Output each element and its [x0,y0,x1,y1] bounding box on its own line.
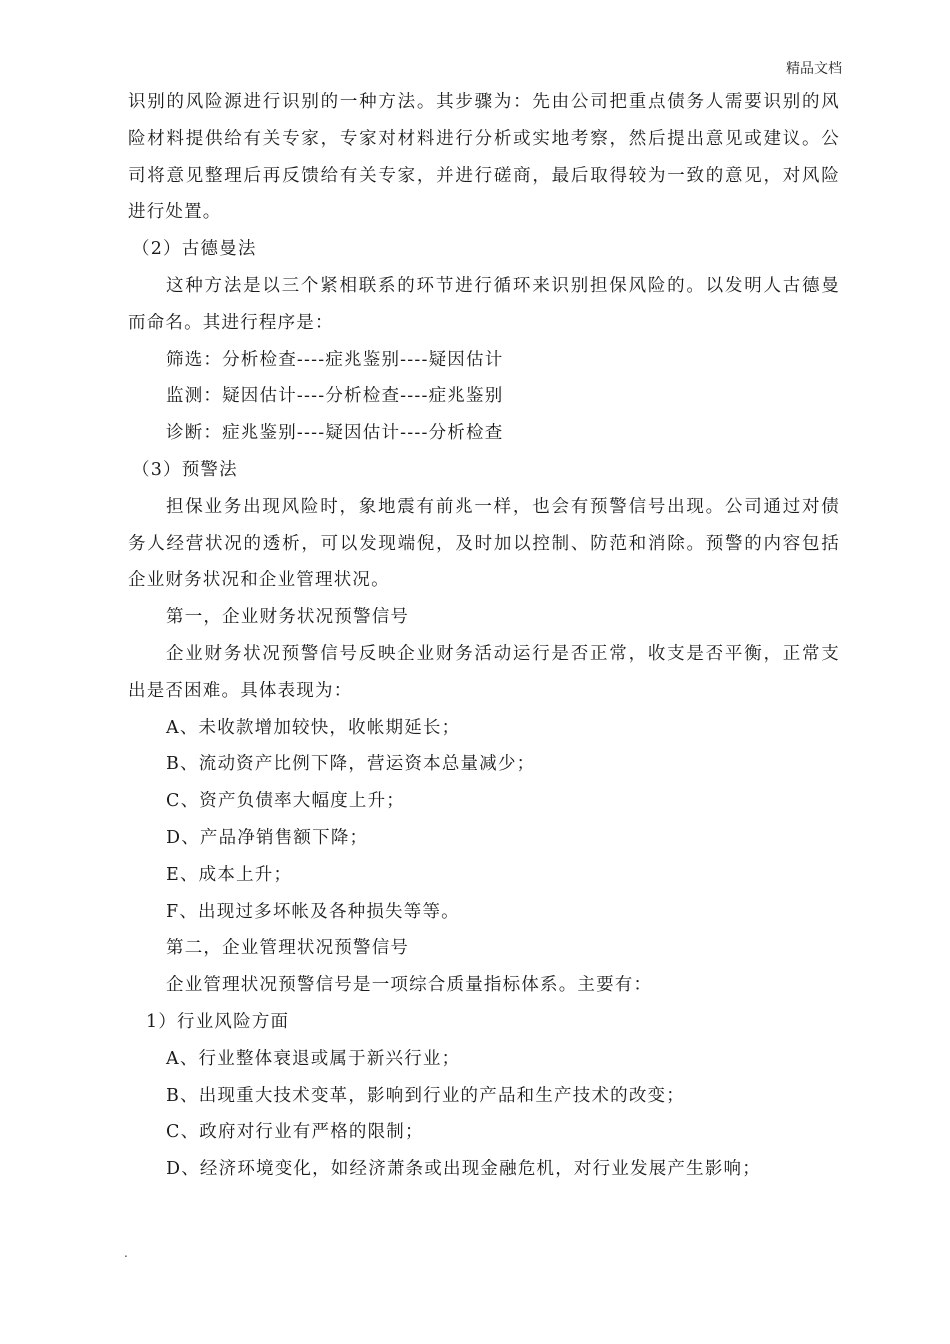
text-line: 筛选：分析检查----症兆鉴别----疑因估计 [166,349,504,370]
text-line: 务人经营状况的透析，可以发现端倪，及时加以控制、防范和消除。预警的内容包括 [128,533,840,554]
text-line: 险材料提供给有关专家，专家对材料进行分析或实地考察，然后提出意见或建议。公 [128,128,840,149]
text-line: （3）预警法 [132,459,238,480]
text-line: 司将意见整理后再反馈给有关专家，并进行磋商，最后取得较为一致的意见，对风险 [128,165,840,186]
text-line: C、政府对行业有严格的限制； [166,1122,424,1143]
text-line: （2）古德曼法 [132,239,257,260]
text-line: D、经济环境变化，如经济萧条或出现金融危机，对行业发展产生影响； [166,1159,761,1180]
text-line: E、成本上升； [166,864,293,885]
text-line: C、资产负债率大幅度上升； [166,791,405,812]
text-line: D、产品净销售额下降； [166,827,369,848]
text-line: F、出现过多坏帐及各种损失等等。 [166,901,460,922]
text-line: 识别的风险源进行识别的一种方法。其步骤为：先由公司把重点债务人需要识别的风 [128,92,840,112]
text-line: 企业财务状况和企业管理状况。 [128,570,390,591]
text-line: 诊断：症兆鉴别----疑因估计----分析检查 [166,423,504,444]
text-line: 担保业务出现风险时，象地震有前兆一样，也会有预警信号出现。公司通过对债 [166,496,840,517]
text-line: 而命名。其进行程序是： [128,312,334,333]
text-line: 监测：疑因估计----分析检查----症兆鉴别 [166,386,504,407]
text-line: 进行处置。 [128,202,222,223]
text-line: B、出现重大技术变革，影响到行业的产品和生产技术的改变； [166,1085,685,1106]
text-line: 企业财务状况预警信号反映企业财务活动运行是否正常，收支是否平衡，正常支 [166,643,840,664]
footer-mark: . [124,1246,128,1260]
text-line: 1）行业风险方面 [146,1011,290,1032]
text-line: 企业管理状况预警信号是一项综合质量指标体系。主要有： [166,975,653,996]
text-line: 第一，企业财务状况预警信号 [166,607,410,628]
text-line: B、流动资产比例下降，营运资本总量减少； [166,754,536,775]
text-line: A、行业整体衰退或属于新兴行业； [166,1048,461,1069]
text-line: 出是否困难。具体表现为： [128,680,353,701]
page-header-label: 精品文档 [786,61,842,77]
text-line: 这种方法是以三个紧相联系的环节进行循环来识别担保风险的。以发明人古德曼 [166,275,840,296]
text-line: A、未收款增加较快，收帐期延长； [166,717,461,738]
document-body [128,84,840,1188]
text-line: 第二，企业管理状况预警信号 [166,938,410,959]
